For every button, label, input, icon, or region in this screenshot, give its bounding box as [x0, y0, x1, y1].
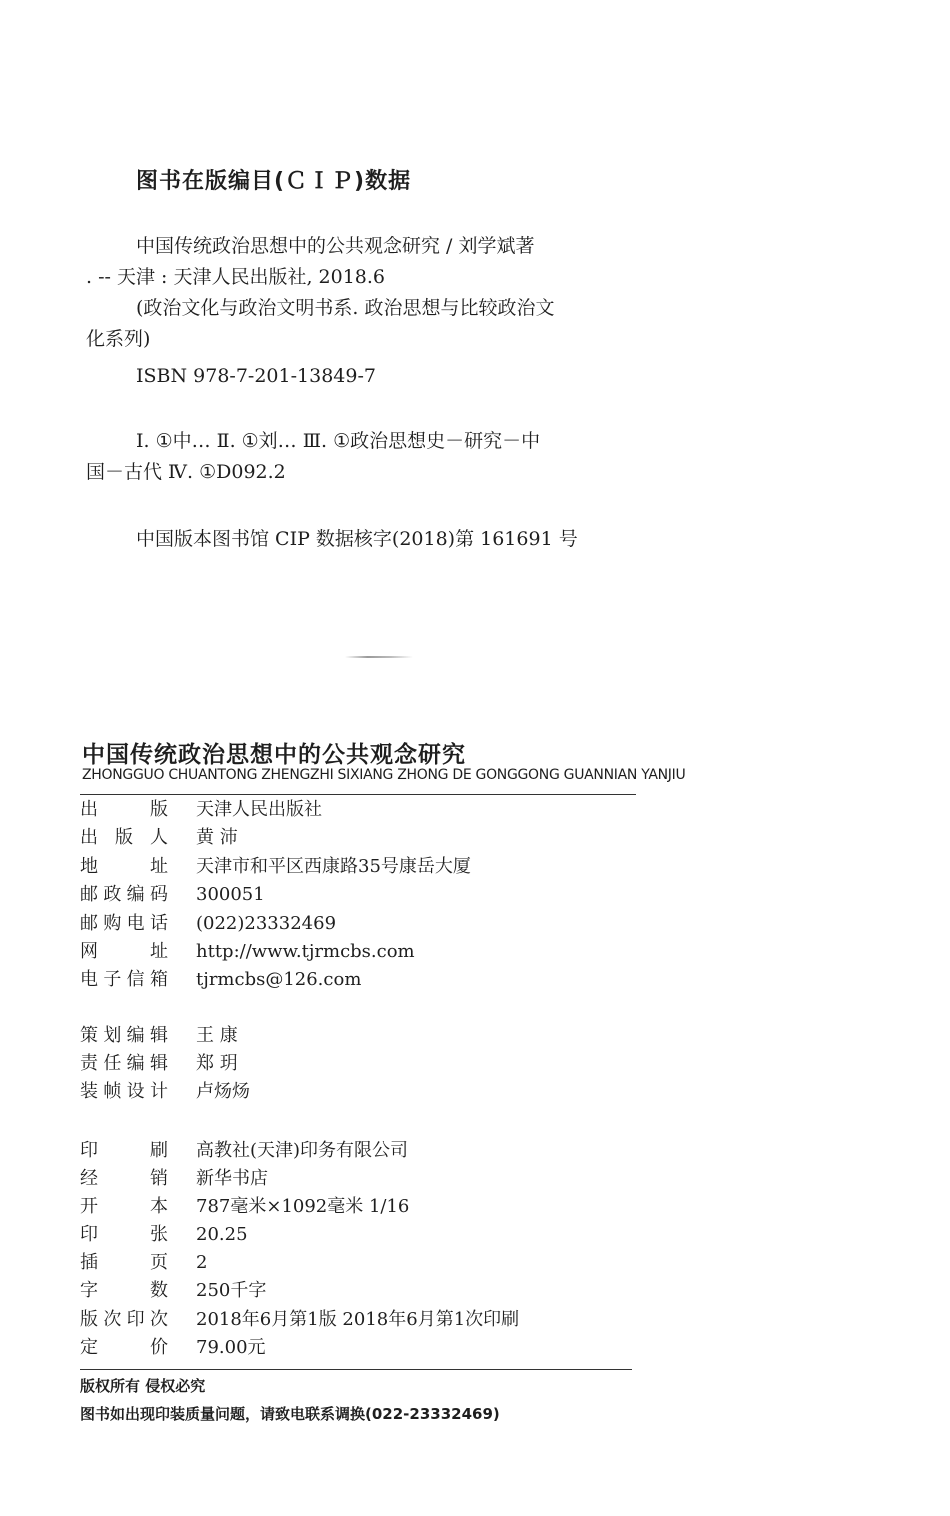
info-label: 字数 — [80, 1280, 168, 1301]
info-label: 邮政编码 — [80, 884, 168, 905]
info-value: 2 — [196, 1252, 208, 1273]
cip-heading: 图书在版编目(ＣＩＰ)数据 — [136, 169, 412, 194]
info-value: 79.00元 — [196, 1337, 266, 1358]
cip-line-subjects-cont: 国－古代 Ⅳ. ①D092.2 — [86, 461, 286, 483]
cip-line-series: (政治文化与政治文明书系. 政治思想与比较政治文 — [136, 297, 555, 319]
info-label: 责任编辑 — [80, 1053, 168, 1074]
info-value: 2018年6月第1版 2018年6月第1次印刷 — [196, 1309, 520, 1330]
cip-line-subjects: Ⅰ. ①中… Ⅱ. ①刘… Ⅲ. ①政治思想史－研究－中 — [136, 430, 541, 452]
book-title-pinyin: ZHONGGUO CHUANTONG ZHENGZHI SIXIANG ZHONG DE GONGGONG GUANNIAN YANJIU — [82, 767, 686, 783]
info-value: http://www.tjrmcbs.com — [196, 941, 415, 962]
info-label: 邮购电话 — [80, 913, 168, 934]
info-value: 郑 玥 — [196, 1053, 238, 1074]
cip-line-publication: . -- 天津 : 天津人民出版社, 2018.6 — [86, 266, 386, 288]
cip-line-isbn: ISBN 978-7-201-13849-7 — [136, 365, 376, 387]
divider-bottom — [80, 1369, 632, 1370]
info-label: 印刷 — [80, 1140, 168, 1161]
info-value: 新华书店 — [196, 1168, 268, 1189]
info-label: 插页 — [80, 1252, 168, 1273]
info-label: 定价 — [80, 1337, 168, 1358]
info-label: 印张 — [80, 1224, 168, 1245]
info-label: 出版人 — [80, 827, 168, 848]
info-label: 装帧设计 — [80, 1081, 168, 1102]
info-value: 高教社(天津)印务有限公司 — [196, 1140, 409, 1161]
info-value: tjrmcbs@126.com — [196, 969, 362, 990]
info-label: 出版 — [80, 799, 168, 820]
cip-line-series-cont: 化系列) — [86, 328, 151, 350]
info-value: 卢炀炀 — [196, 1081, 250, 1102]
info-value: 787毫米×1092毫米 1/16 — [196, 1196, 410, 1217]
info-label: 策划编辑 — [80, 1025, 168, 1046]
cip-line-title: 中国传统政治思想中的公共观念研究 / 刘学斌著 — [136, 235, 535, 257]
info-value: 天津人民出版社 — [196, 799, 322, 820]
book-title: 中国传统政治思想中的公共观念研究 — [82, 742, 466, 768]
info-label: 开本 — [80, 1196, 168, 1217]
info-value: 20.25 — [196, 1224, 248, 1245]
info-value: 王 康 — [196, 1025, 238, 1046]
info-value: 黄 沛 — [196, 827, 238, 848]
divider-top — [80, 794, 636, 795]
cip-line-record-number: 中国版本图书馆 CIP 数据核字(2018)第 161691 号 — [136, 528, 578, 550]
info-label: 地址 — [80, 856, 168, 877]
info-value: 天津市和平区西康路35号康岳大厦 — [196, 856, 471, 877]
info-value: 250千字 — [196, 1280, 267, 1301]
quality-notice: 图书如出现印装质量问题，请致电联系调换(022-23332469) — [80, 1405, 500, 1423]
scan-smudge — [345, 656, 413, 658]
info-label: 经销 — [80, 1168, 168, 1189]
info-value: 300051 — [196, 884, 265, 905]
info-value: (022)23332469 — [196, 913, 337, 934]
info-label: 网址 — [80, 941, 168, 962]
info-label: 电子信箱 — [80, 969, 168, 990]
copyright-notice: 版权所有 侵权必究 — [80, 1377, 206, 1395]
info-label: 版次印次 — [80, 1309, 168, 1330]
